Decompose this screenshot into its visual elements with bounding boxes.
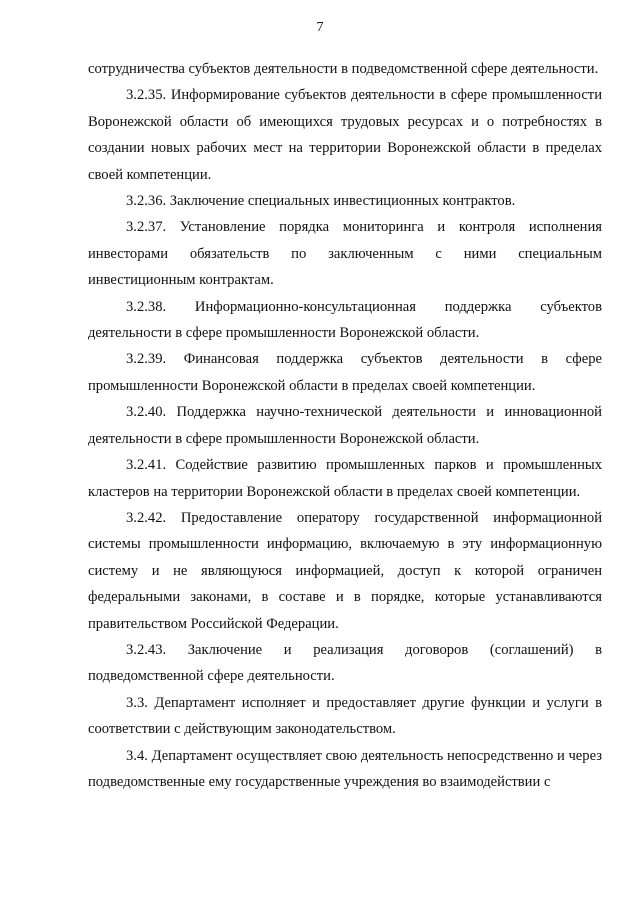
paragraph-3-2-42: 3.2.42. Предоставление оператору государственной информационной системы промышленности информацию, включаемую в эту информационную систему и не являющуюся информацией, доступ к которой ограничен федеральными законами, в составе и в порядке, которые устанавливаются правительством Российской Федерации. [88, 509, 602, 632]
paragraph-3-2-43: 3.2.43. Заключение и реализация договоров (соглашений) в подведомственной сфере деятельности. [88, 641, 602, 685]
paragraph-3-4: 3.4. Департамент осуществляет свою деятельность непосредственно и через подведомственные ему государственные учреждения во взаимодействии с [88, 747, 602, 790]
paragraph-3-2-37: 3.2.37. Установление порядка мониторинга и контроля исполнения инвесторами обязательств по заключенным с ними специальным инвестиционным контрактам. [88, 219, 602, 289]
paragraph-3-2-39: 3.2.39. Финансовая поддержка субъектов деятельности в сфере промышленности Воронежской области в пределах своей компетенции. [88, 351, 602, 394]
page-number: 7 [316, 20, 324, 35]
document-body [88, 56, 602, 795]
paragraph-continuation: сотрудничества субъектов деятельности в подведомственной сфере деятельности. [88, 61, 599, 77]
paragraph-3-2-35: 3.2.35. Информирование субъектов деятельности в сфере промышленности Воронежской области об имеющихся трудовых ресурсах и о потребностях в создании новых рабочих мест на территории Воронежской области в пределах своей компетенции. [88, 87, 602, 183]
paragraph-3-2-40: 3.2.40. Поддержка научно-технической деятельности и инновационной деятельности в сфере промышленности Воронежской области. [88, 404, 602, 447]
paragraph-3-2-38: 3.2.38. Информационно-консультационная поддержка субъектов деятельности в сфере промышленности Воронежской области. [88, 298, 602, 342]
paragraph-3-2-36: 3.2.36. Заключение специальных инвестиционных контрактов. [126, 193, 516, 210]
paragraph-3-3: 3.3. Департамент исполняет и предоставляет другие функции и услуги в соответствии с действующим законодательством. [88, 694, 602, 738]
paragraph-3-2-41: 3.2.41. Содействие развитию промышленных парков и промышленных кластеров на территории Воронежской области в пределах своей компетенции. [88, 457, 602, 500]
